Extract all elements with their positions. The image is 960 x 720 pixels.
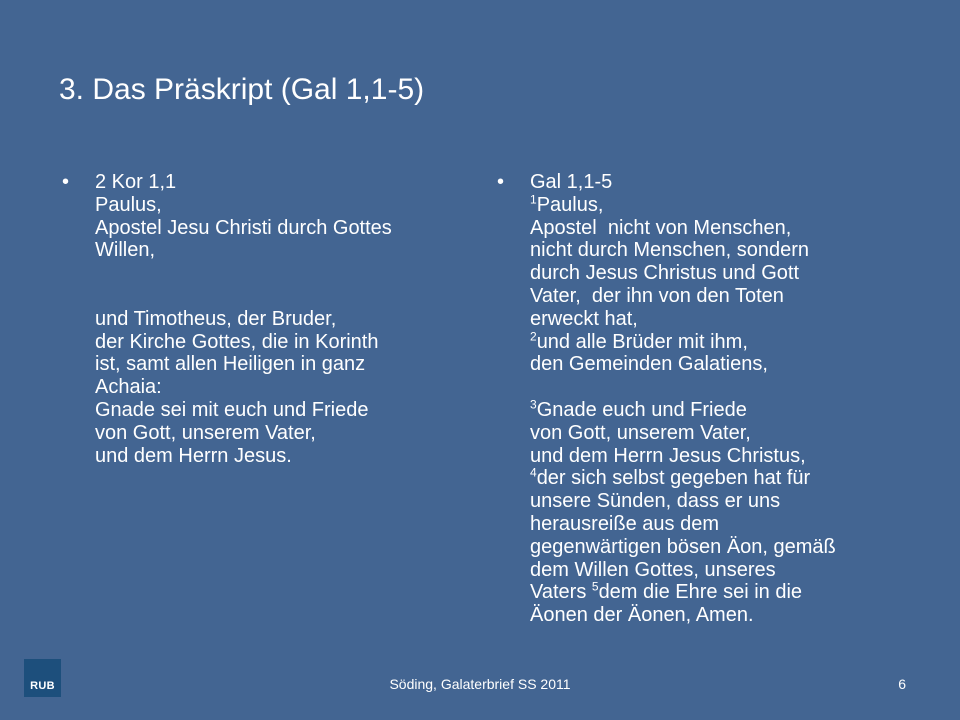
right-column: [497, 171, 917, 627]
page-number: 6: [898, 676, 906, 692]
text-line: Apostel Jesu Christi durch Gottes: [95, 216, 392, 239]
text-line: Vater, der ihn von den Toten: [530, 284, 784, 307]
text-line: Gnade sei mit euch und Friede: [95, 398, 369, 421]
verse-text: dem die Ehre sei in die: [598, 581, 803, 604]
text-line: ist, samt allen Heiligen in ganz: [95, 353, 366, 376]
spacer: [95, 262, 462, 308]
text-line: Gal 1,1-5: [530, 171, 613, 193]
right-column-text: [530, 171, 917, 627]
text-line: den Gemeinden Galatiens,: [530, 353, 768, 376]
text-line: Apostel nicht von Menschen,: [530, 216, 792, 239]
verse-number: 4: [530, 465, 537, 480]
text-line: Achaia:: [95, 376, 162, 399]
text-line: Willen,: [95, 239, 156, 262]
verse-number: 3: [530, 397, 537, 412]
text-line: und Timotheus, der Bruder,: [95, 307, 337, 330]
verse-3: [530, 399, 917, 422]
slide-title: 3. Das Präskript (Gal 1,1-5): [59, 73, 425, 106]
verse-1: [530, 194, 917, 217]
verse-text: und alle Brüder mit ihm,: [536, 330, 748, 353]
spacer: [530, 376, 917, 399]
verse-text: der sich selbst gegeben hat für: [536, 467, 811, 490]
verse-4: [530, 467, 917, 490]
text-line: Äonen der Äonen, Amen.: [530, 604, 754, 627]
left-column: [62, 171, 462, 467]
verse-number: 1: [530, 192, 537, 207]
verse-text: Vaters: [530, 581, 592, 604]
text-line: Paulus,: [95, 193, 162, 216]
text-line: der Kirche Gottes, die in Korinth: [95, 330, 379, 353]
text-line: nicht durch Menschen, sondern: [530, 239, 810, 262]
text-line: von Gott, unserem Vater,: [95, 421, 316, 444]
text-line: durch Jesus Christus und Gott: [530, 262, 800, 285]
verse-5: [530, 581, 917, 604]
text-line: herausreiße aus dem: [530, 512, 719, 535]
text-line: gegenwärtigen bösen Äon, gemäß: [530, 535, 836, 558]
bullet-icon: •: [497, 171, 505, 193]
text-line: erweckt hat,: [530, 307, 638, 330]
verse-number: 5: [591, 579, 599, 594]
text-line: dem Willen Gottes, unseres: [530, 558, 776, 581]
text-line: von Gott, unserem Vater,: [530, 421, 751, 444]
bullet-icon: •: [62, 171, 70, 193]
verse-2: [530, 328, 917, 354]
text-line: unsere Sünden, dass er uns: [530, 490, 781, 513]
verse-number: 2: [530, 328, 537, 343]
footer-text: Söding, Galaterbrief SS 2011: [389, 676, 571, 692]
logo-text: RUB: [30, 680, 55, 692]
verse-text: Gnade euch und Friede: [536, 398, 747, 421]
text-line: 2 Kor 1,1: [95, 171, 177, 193]
text-line: und dem Herrn Jesus.: [95, 444, 292, 467]
verse-text: Paulus,: [536, 193, 604, 216]
text-line: und dem Herrn Jesus Christus,: [530, 444, 806, 467]
left-column-text: [95, 171, 462, 467]
